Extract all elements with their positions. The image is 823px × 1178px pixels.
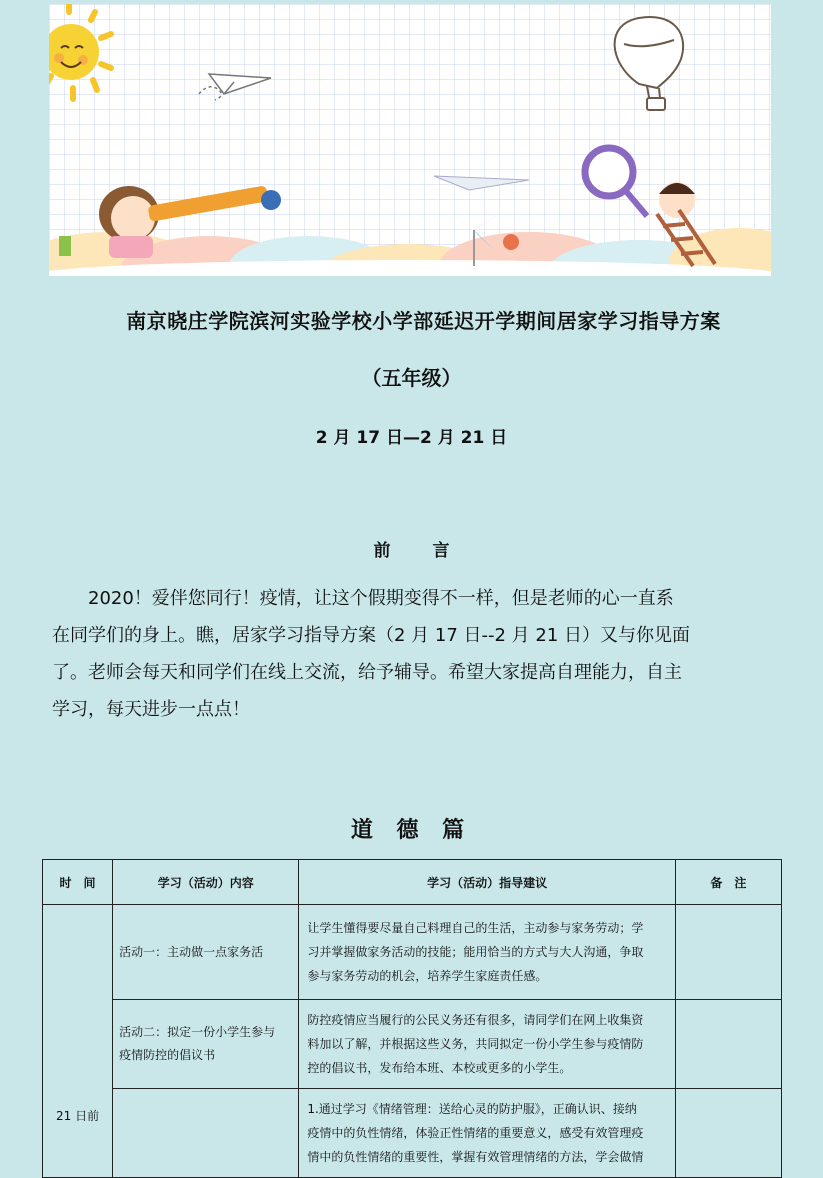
table-row [43, 1089, 782, 1178]
column-header-advice: 学习（活动）指导建议 [299, 860, 676, 905]
banner-illustration [49, 4, 771, 276]
activity-content-cell [113, 1000, 299, 1089]
advice-line: 控的倡议书，发布给本班、本校或更多的小学生。 [307, 1061, 572, 1075]
preface-line: 在同学们的身上。瞧，居家学习指导方案（2 月 17 日--2 月 21 日）又与你见面 [52, 625, 691, 646]
advice-cell [299, 1089, 676, 1178]
activity-content-cell [113, 1089, 299, 1178]
section-heading: 道 德 篇 [350, 818, 473, 843]
column-header-time: 时 间 [43, 860, 113, 905]
advice-line: 疫情中的负性情绪，体验正性情绪的重要意义，感受有效管理疫 [307, 1126, 644, 1140]
column-header-note: 备 注 [675, 860, 781, 905]
activity-content-cell: 活动一：主动做一点家务活 [113, 905, 299, 1000]
preface-heading: 前 言 [373, 541, 468, 561]
note-cell [675, 905, 781, 1000]
time-cell: 21 日前 [43, 905, 113, 1178]
preface-line: 了。老师会每天和同学们在线上交流，给予辅导。希望大家提高自理能力，自主 [52, 662, 682, 683]
column-header-content: 学习（活动）内容 [113, 860, 299, 905]
content-line: 疫情防控的倡议书 [119, 1048, 216, 1062]
table-row [43, 1000, 782, 1089]
header-banner [49, 4, 771, 276]
advice-line: 情中的负性情绪的重要性，掌握有效管理情绪的方法，学会做情 [307, 1150, 644, 1164]
table-header-row [43, 860, 782, 905]
table-row [43, 905, 782, 1000]
advice-cell [299, 905, 676, 1000]
preface-line: 2020！爱伴您同行！疫情，让这个假期变得不一样，但是老师的心一直系 [88, 588, 674, 609]
preface-body [52, 580, 732, 728]
study-plan-table [42, 859, 782, 1178]
advice-cell [299, 1000, 676, 1089]
advice-line: 习并掌握做家务活动的技能；能用恰当的方式与大人沟通，争取 [307, 945, 644, 959]
advice-line: 让学生懂得要尽量自己料理自己的生活，主动参与家务劳动；学 [307, 921, 644, 935]
note-cell [675, 1089, 781, 1178]
date-range: 2 月 17 日—2 月 21 日 [315, 428, 508, 448]
page-title: 南京晓庄学院滨河实验学校小学部延迟开学期间居家学习指导方案 [126, 309, 721, 333]
content-line: 活动二：拟定一份小学生参与 [119, 1025, 276, 1039]
grade-label: （五年级） [361, 366, 462, 390]
advice-line: 防控疫情应当履行的公民义务还有很多，请同学们在网上收集资 [307, 1013, 644, 1027]
preface-line: 学习，每天进步一点点！ [52, 699, 250, 720]
advice-line: 1.通过学习《情绪管理：送给心灵的防护服》，正确认识、接纳 [307, 1102, 637, 1116]
note-cell [675, 1000, 781, 1089]
advice-line: 参与家务劳动的机会，培养学生家庭责任感。 [307, 969, 548, 983]
advice-line: 料加以了解，并根据这些义务，共同拟定一份小学生参与疫情防 [307, 1037, 644, 1051]
